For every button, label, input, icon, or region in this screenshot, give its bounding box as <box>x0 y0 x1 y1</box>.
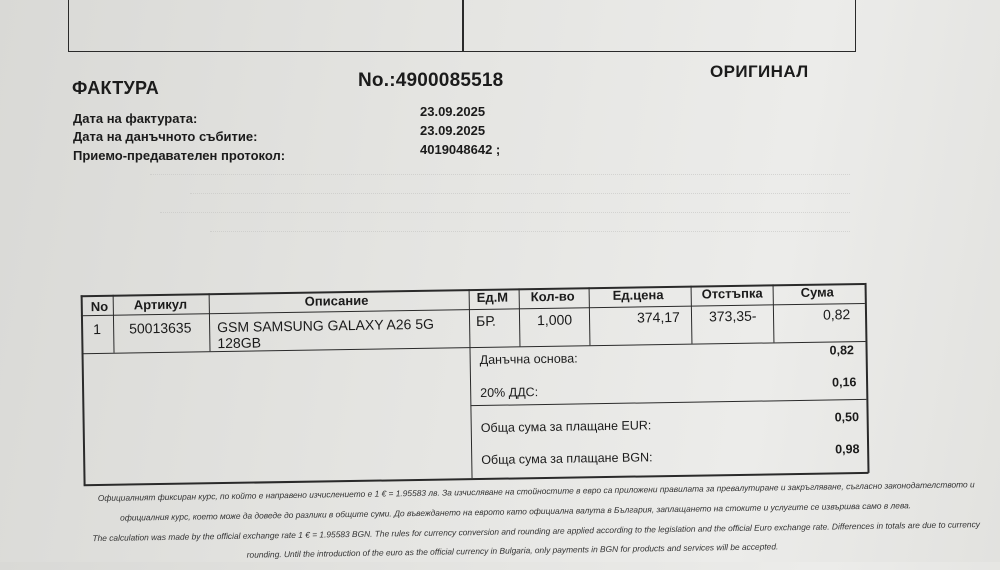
protocol-label: Приемо-предавателен протокол: <box>73 148 286 163</box>
row-amount: 0,82 <box>822 306 851 323</box>
total-bgn-value: 0,98 <box>835 442 860 457</box>
tax-event-date-value: 23.09.2025 <box>420 123 486 138</box>
row-unit: БР. <box>475 312 496 330</box>
total-eur-value: 0,50 <box>834 410 860 425</box>
protocol-value: 4019048642 ; <box>420 142 501 157</box>
row-description-line1: GSM SAMSUNG GALAXY A26 5G <box>217 315 435 336</box>
col-header-unit: Ед.М <box>476 289 509 306</box>
row-qty: 1,000 <box>536 311 573 329</box>
tax-event-date-label: Дата на данъчното събитие: <box>73 129 258 144</box>
footnote-bg-line2: официалния курс, което може да доведе до разлики в общите суми. До въвеждането на еврото като официална валута в България, заплащането на стоките и услугите се извършва само в лева. <box>120 500 912 523</box>
row-no: 1 <box>93 320 102 338</box>
invoice-title: ФАКТУРА <box>72 78 160 98</box>
col-header-no: No <box>90 298 109 315</box>
col-header-unit-price: Ед.цена <box>612 287 664 303</box>
tax-base-label: Данъчна основа: <box>479 351 578 368</box>
total-eur-label: Обща сума за плащане EUR: <box>480 418 652 435</box>
row-unit-price: 374,17 <box>636 308 680 326</box>
col-header-discount: Отстъпка <box>701 285 763 302</box>
original-label: ОРИГИНАЛ <box>710 62 809 81</box>
col-header-amount: Сума <box>800 284 834 300</box>
invoice-number: No.:4900085518 <box>358 70 504 91</box>
col-header-qty: Кол-во <box>530 288 575 305</box>
vat-value: 0,16 <box>831 375 857 390</box>
row-discount: 373,35- <box>708 307 757 325</box>
footnote-bg-line1: Официалният фиксиран курс, по който е направено изчислението е 1 € = 1.95583 лв. За изчисляване на стойностите в евро са приложени правилата за превалутиране и закръгляване, съгласно законодателството и <box>97 479 975 504</box>
vat-label: 20% ДДС: <box>480 385 539 400</box>
tax-base-value: 0,82 <box>829 343 855 358</box>
row-article: 50013635 <box>129 319 192 337</box>
col-header-article: Артикул <box>133 296 188 313</box>
footnote-en-line2: rounding. Until the introduction of the euro as the official currency in Bulgaria, only payments in BGN for products and services will be accepted. <box>246 541 779 560</box>
footnote-en-line1: The calculation was made by the official exchange rate 1 € = 1.95583 BGN. The rules for currency conversion and rounding are applied according to the legislation and the official Euro exchange rate. Differences in totals are due to currency <box>92 519 980 544</box>
row-description-line2: 128GB <box>217 334 262 352</box>
total-bgn-label: Обща сума за плащане BGN: <box>481 450 653 467</box>
invoice-date-label: Дата на фактурата: <box>73 111 198 126</box>
invoice-date-value: 23.09.2025 <box>420 104 486 119</box>
col-header-description: Описание <box>304 292 369 309</box>
